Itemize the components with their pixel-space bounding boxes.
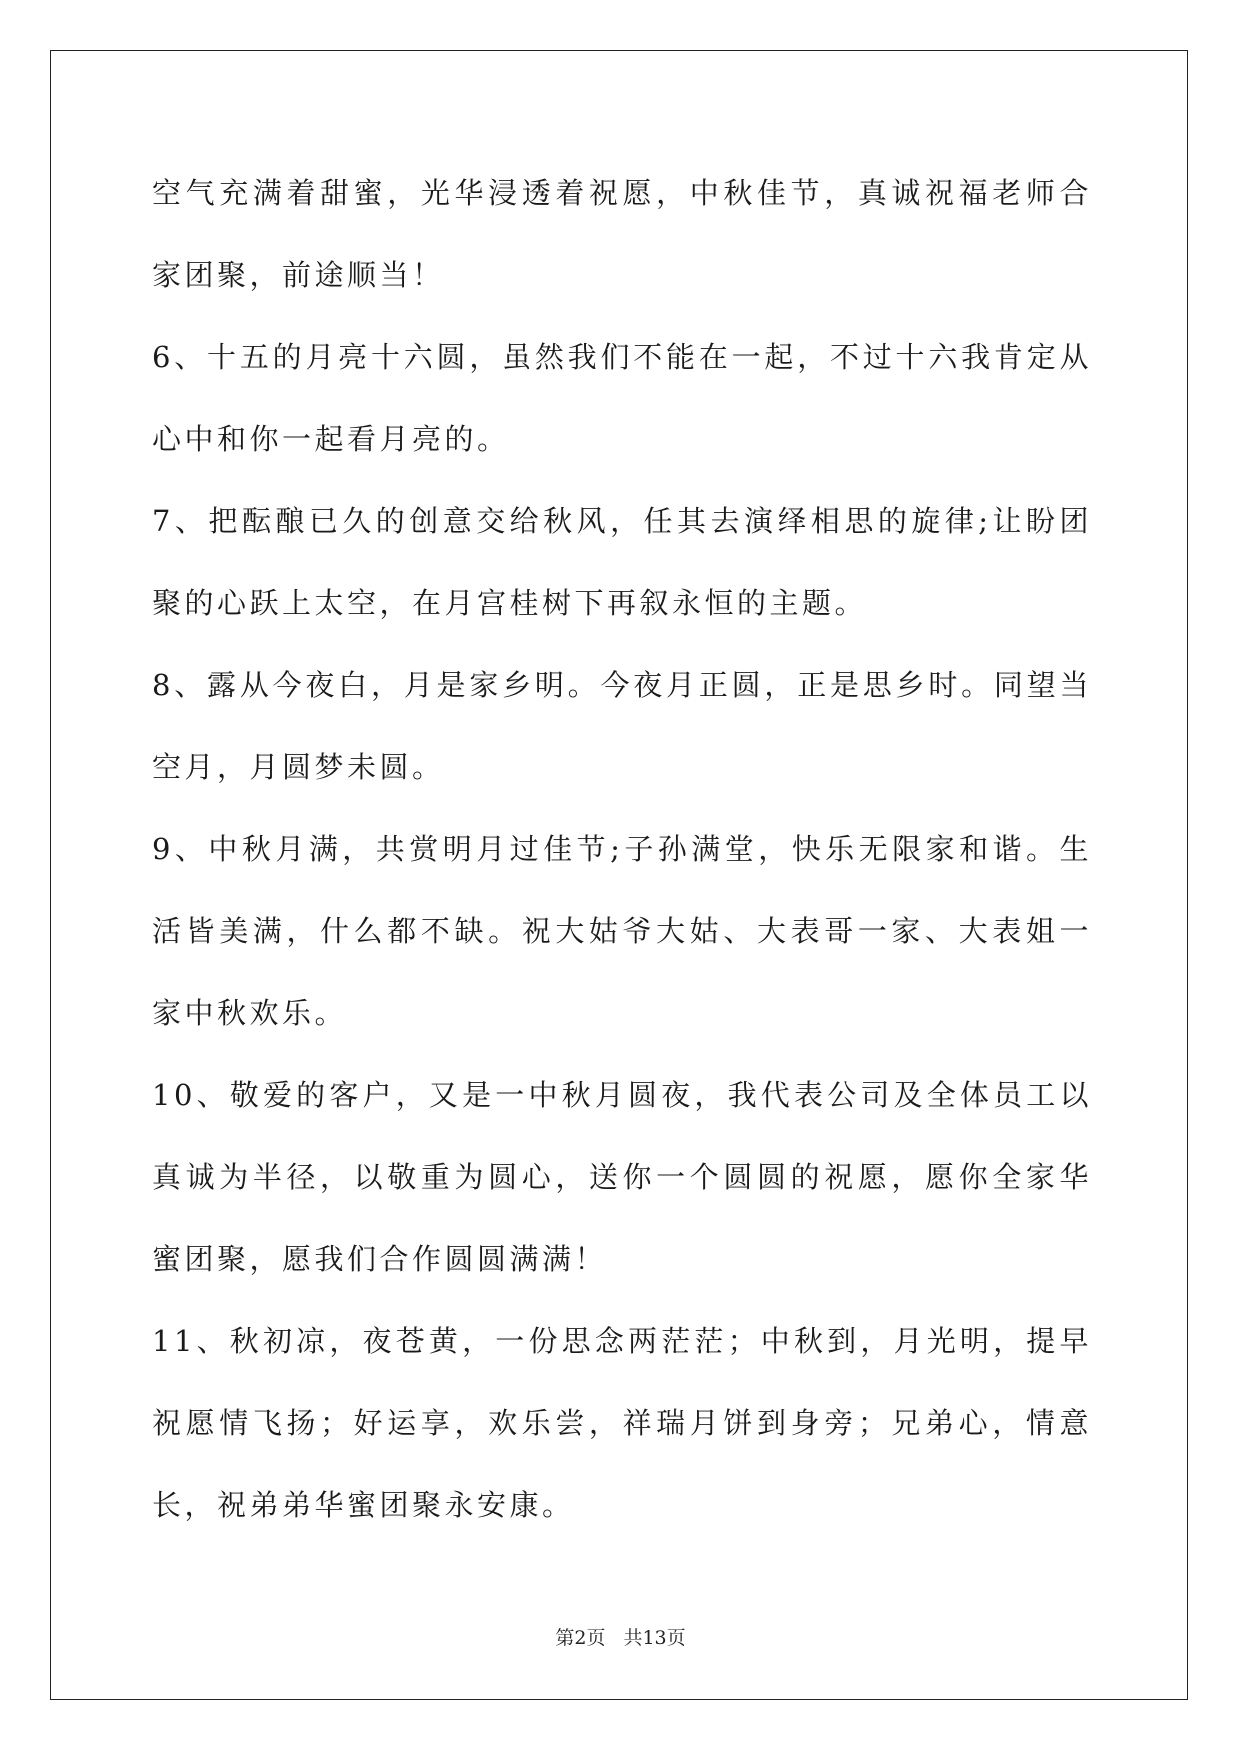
paragraph-6: 10、敬爱的客户，又是一中秋月圆夜，我代表公司及全体员工以真诚为半径，以敬重为圆心，送你一个圆圆的祝愿，愿你全家华蜜团聚，愿我们合作圆圆满满！	[152, 1078, 1092, 1276]
paragraph-2: 6、十五的月亮十六圆，虽然我们不能在一起，不过十六我肯定从心中和你一起看月亮的。	[152, 340, 1092, 456]
paragraph-5: 9、中秋月满，共赏明月过佳节;子孙满堂，快乐无限家和谐。生活皆美满，什么都不缺。祝大姑爷大姑、大表哥一家、大表姐一家中秋欢乐。	[152, 832, 1092, 1030]
document-body	[152, 152, 1092, 1546]
paragraph-7: 11、秋初凉，夜苍黄，一份思念两茫茫；中秋到，月光明，提早祝愿情飞扬；好运享，欢乐尝，祥瑞月饼到身旁；兄弟心，情意长，祝弟弟华蜜团聚永安康。	[152, 1324, 1092, 1522]
paragraph-1: 空气充满着甜蜜，光华浸透着祝愿，中秋佳节，真诚祝福老师合家团聚，前途顺当！	[152, 176, 1092, 292]
page-footer	[0, 1624, 1241, 1652]
page-total: 共13页	[623, 1627, 686, 1649]
paragraph-3: 7、把酝酿已久的创意交给秋风，任其去演绎相思的旋律;让盼团聚的心跃上太空，在月宫桂树下再叙永恒的主题。	[152, 504, 1092, 620]
paragraph-4: 8、露从今夜白，月是家乡明。今夜月正圆，正是思乡时。同望当空月，月圆梦未圆。	[152, 668, 1092, 784]
page-number: 第2页	[555, 1627, 606, 1649]
